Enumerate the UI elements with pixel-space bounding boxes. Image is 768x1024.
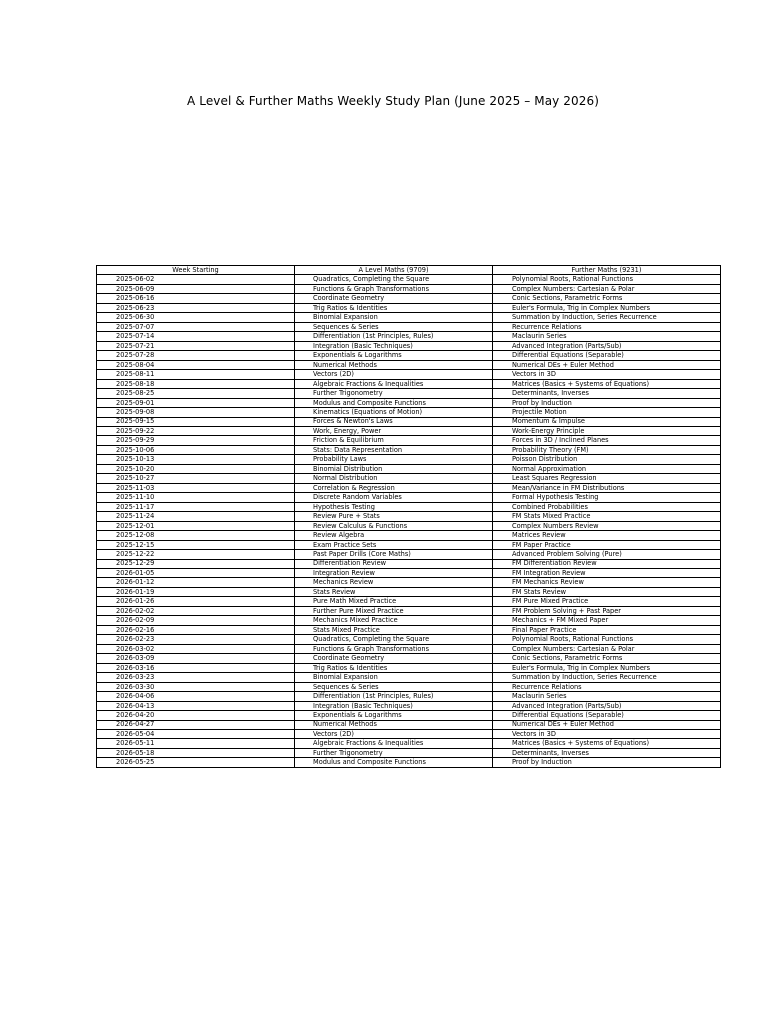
a-level-topic-cell: Sequences & Series [295,322,493,331]
further-maths-topic-cell: Recurrence Relations [493,322,721,331]
table-row [97,540,721,549]
table-row [97,739,721,748]
study-plan-table [96,265,721,768]
a-level-topic-cell: Integration Review [295,569,493,578]
table-row [97,673,721,682]
table-row [97,587,721,596]
a-level-topic-cell: Stats: Data Representation [295,445,493,454]
further-maths-topic-cell: FM Stats Review [493,587,721,596]
week-starting-cell: 2025-10-27 [97,474,295,483]
a-level-topic-cell: Vectors (2D) [295,370,493,379]
table-row [97,663,721,672]
further-maths-topic-cell: Probability Theory (FM) [493,445,721,454]
table-row [97,360,721,369]
week-starting-cell: 2026-02-02 [97,606,295,615]
further-maths-topic-cell: Matrices Review [493,531,721,540]
a-level-topic-cell: Trig Ratios & Identities [295,303,493,312]
further-maths-topic-cell: FM Mechanics Review [493,578,721,587]
a-level-topic-cell: Discrete Random Variables [295,493,493,502]
a-level-topic-cell: Correlation & Regression [295,483,493,492]
a-level-topic-cell: Sequences & Series [295,682,493,691]
week-starting-cell: 2025-09-15 [97,417,295,426]
further-maths-topic-cell: Matrices (Basics + Systems of Equations) [493,379,721,388]
further-maths-topic-cell: Formal Hypothesis Testing [493,493,721,502]
column-header-week-starting: Week Starting [97,266,295,275]
week-starting-cell: 2025-12-22 [97,550,295,559]
table-row [97,332,721,341]
week-starting-cell: 2025-10-20 [97,464,295,473]
table-row [97,521,721,530]
table-row [97,720,721,729]
week-starting-cell: 2025-06-09 [97,284,295,293]
week-starting-cell: 2026-01-05 [97,569,295,578]
table-row [97,729,721,738]
week-starting-cell: 2025-07-28 [97,351,295,360]
a-level-topic-cell: Pure Math Mixed Practice [295,597,493,606]
table-row [97,531,721,540]
further-maths-topic-cell: Momentum & Impulse [493,417,721,426]
week-starting-cell: 2026-03-16 [97,663,295,672]
further-maths-topic-cell: Maclaurin Series [493,332,721,341]
week-starting-cell: 2025-06-23 [97,303,295,312]
a-level-topic-cell: Review Pure + Stats [295,512,493,521]
a-level-topic-cell: Review Calculus & Functions [295,521,493,530]
a-level-topic-cell: Algebraic Fractions & Inequalities [295,739,493,748]
a-level-topic-cell: Numerical Methods [295,720,493,729]
week-starting-cell: 2026-02-23 [97,635,295,644]
a-level-topic-cell: Stats Review [295,587,493,596]
a-level-topic-cell: Further Pure Mixed Practice [295,606,493,615]
table-row [97,370,721,379]
further-maths-topic-cell: Vectors in 3D [493,729,721,738]
table-row [97,445,721,454]
further-maths-topic-cell: Polynomial Roots, Rational Functions [493,275,721,284]
a-level-topic-cell: Further Trigonometry [295,748,493,757]
table-row [97,578,721,587]
further-maths-topic-cell: FM Problem Solving + Past Paper [493,606,721,615]
a-level-topic-cell: Algebraic Fractions & Inequalities [295,379,493,388]
table-row [97,322,721,331]
page-title: A Level & Further Maths Weekly Study Plan (June 2025 – May 2026) [187,94,599,108]
week-starting-cell: 2026-05-18 [97,748,295,757]
table-row [97,379,721,388]
a-level-topic-cell: Functions & Graph Transformations [295,644,493,653]
week-starting-cell: 2025-11-24 [97,512,295,521]
week-starting-cell: 2025-12-29 [97,559,295,568]
a-level-topic-cell: Functions & Graph Transformations [295,284,493,293]
table-row [97,284,721,293]
table-row [97,455,721,464]
table-row [97,303,721,312]
table-row [97,682,721,691]
further-maths-topic-cell: Recurrence Relations [493,682,721,691]
table-row [97,597,721,606]
further-maths-topic-cell: FM Pure Mixed Practice [493,597,721,606]
a-level-topic-cell: Differentiation Review [295,559,493,568]
further-maths-topic-cell: Conic Sections, Parametric Forms [493,654,721,663]
week-starting-cell: 2026-05-25 [97,758,295,767]
further-maths-topic-cell: Proof by Induction [493,398,721,407]
week-starting-cell: 2026-03-23 [97,673,295,682]
further-maths-topic-cell: Work-Energy Principle [493,426,721,435]
a-level-topic-cell: Coordinate Geometry [295,654,493,663]
further-maths-topic-cell: Combined Probabilities [493,502,721,511]
week-starting-cell: 2026-05-04 [97,729,295,738]
a-level-topic-cell: Forces & Newton's Laws [295,417,493,426]
table-row [97,758,721,767]
a-level-topic-cell: Mechanics Mixed Practice [295,616,493,625]
week-starting-cell: 2025-12-15 [97,540,295,549]
table-row [97,389,721,398]
a-level-topic-cell: Exponentials & Logarithms [295,351,493,360]
further-maths-topic-cell: Complex Numbers Review [493,521,721,530]
week-starting-cell: 2026-02-16 [97,625,295,634]
further-maths-topic-cell: Projectile Motion [493,408,721,417]
week-starting-cell: 2025-07-14 [97,332,295,341]
further-maths-topic-cell: FM Integration Review [493,569,721,578]
a-level-topic-cell: Exponentials & Logarithms [295,711,493,720]
further-maths-topic-cell: Summation by Induction, Series Recurrence [493,673,721,682]
table-row [97,550,721,559]
table-row [97,569,721,578]
table-row [97,426,721,435]
week-starting-cell: 2025-12-01 [97,521,295,530]
table-row [97,275,721,284]
week-starting-cell: 2025-12-08 [97,531,295,540]
further-maths-topic-cell: Mean/Variance in FM Distributions [493,483,721,492]
table-row [97,635,721,644]
a-level-topic-cell: Binomial Expansion [295,673,493,682]
week-starting-cell: 2025-09-22 [97,426,295,435]
further-maths-topic-cell: Differential Equations (Separable) [493,351,721,360]
week-starting-cell: 2026-01-12 [97,578,295,587]
a-level-topic-cell: Friction & Equilibrium [295,436,493,445]
a-level-topic-cell: Differentiation (1st Principles, Rules) [295,332,493,341]
a-level-topic-cell: Numerical Methods [295,360,493,369]
table-body [97,275,721,767]
week-starting-cell: 2025-09-01 [97,398,295,407]
table-row [97,408,721,417]
week-starting-cell: 2026-04-27 [97,720,295,729]
column-header-further-maths: Further Maths (9231) [493,266,721,275]
week-starting-cell: 2026-01-26 [97,597,295,606]
a-level-topic-cell: Quadratics, Completing the Square [295,275,493,284]
further-maths-topic-cell: Mechanics + FM Mixed Paper [493,616,721,625]
week-starting-cell: 2026-03-30 [97,682,295,691]
further-maths-topic-cell: Conic Sections, Parametric Forms [493,294,721,303]
a-level-topic-cell: Quadratics, Completing the Square [295,635,493,644]
a-level-topic-cell: Modulus and Composite Functions [295,758,493,767]
further-maths-topic-cell: FM Stats Mixed Practice [493,512,721,521]
further-maths-topic-cell: Vectors in 3D [493,370,721,379]
a-level-topic-cell: Integration (Basic Techniques) [295,341,493,350]
further-maths-topic-cell: Advanced Integration (Parts/Sub) [493,701,721,710]
table-row [97,351,721,360]
further-maths-topic-cell: Matrices (Basics + Systems of Equations) [493,739,721,748]
table-row [97,464,721,473]
further-maths-topic-cell: Advanced Problem Solving (Pure) [493,550,721,559]
a-level-topic-cell: Binomial Expansion [295,313,493,322]
table-row [97,654,721,663]
a-level-topic-cell: Integration (Basic Techniques) [295,701,493,710]
week-starting-cell: 2026-03-02 [97,644,295,653]
further-maths-topic-cell: Euler's Formula, Trig in Complex Numbers [493,663,721,672]
table-row [97,398,721,407]
table-row [97,313,721,322]
a-level-topic-cell: Exam Practice Sets [295,540,493,549]
a-level-topic-cell: Past Paper Drills (Core Maths) [295,550,493,559]
column-header-a-level-maths: A Level Maths (9709) [295,266,493,275]
week-starting-cell: 2026-05-11 [97,739,295,748]
further-maths-topic-cell: Maclaurin Series [493,692,721,701]
week-starting-cell: 2025-11-10 [97,493,295,502]
table-row [97,559,721,568]
a-level-topic-cell: Probability Laws [295,455,493,464]
week-starting-cell: 2026-02-09 [97,616,295,625]
table-row [97,436,721,445]
table-row [97,341,721,350]
further-maths-topic-cell: Complex Numbers: Cartesian & Polar [493,284,721,293]
a-level-topic-cell: Vectors (2D) [295,729,493,738]
further-maths-topic-cell: FM Differentiation Review [493,559,721,568]
further-maths-topic-cell: Advanced Integration (Parts/Sub) [493,341,721,350]
week-starting-cell: 2026-01-19 [97,587,295,596]
further-maths-topic-cell: Determinants, Inverses [493,748,721,757]
week-starting-cell: 2025-07-21 [97,341,295,350]
week-starting-cell: 2026-04-13 [97,701,295,710]
a-level-topic-cell: Further Trigonometry [295,389,493,398]
table-row [97,606,721,615]
a-level-topic-cell: Modulus and Composite Functions [295,398,493,407]
a-level-topic-cell: Binomial Distribution [295,464,493,473]
week-starting-cell: 2025-09-08 [97,408,295,417]
further-maths-topic-cell: Complex Numbers: Cartesian & Polar [493,644,721,653]
further-maths-topic-cell: Determinants, Inverses [493,389,721,398]
week-starting-cell: 2025-08-04 [97,360,295,369]
table-header-row [97,266,721,275]
further-maths-topic-cell: Forces in 3D / Inclined Planes [493,436,721,445]
week-starting-cell: 2025-06-30 [97,313,295,322]
a-level-topic-cell: Kinematics (Equations of Motion) [295,408,493,417]
week-starting-cell: 2026-04-20 [97,711,295,720]
table-row [97,692,721,701]
a-level-topic-cell: Differentiation (1st Principles, Rules) [295,692,493,701]
table-row [97,483,721,492]
table-row [97,474,721,483]
a-level-topic-cell: Hypothesis Testing [295,502,493,511]
further-maths-topic-cell: Poisson Distribution [493,455,721,464]
week-starting-cell: 2025-08-18 [97,379,295,388]
table-row [97,625,721,634]
week-starting-cell: 2025-11-17 [97,502,295,511]
further-maths-topic-cell: FM Paper Practice [493,540,721,549]
further-maths-topic-cell: Polynomial Roots, Rational Functions [493,635,721,644]
table-row [97,512,721,521]
week-starting-cell: 2025-10-13 [97,455,295,464]
a-level-topic-cell: Trig Ratios & Identities [295,663,493,672]
further-maths-topic-cell: Summation by Induction, Series Recurrence [493,313,721,322]
table-row [97,417,721,426]
table-row [97,493,721,502]
further-maths-topic-cell: Normal Approximation [493,464,721,473]
week-starting-cell: 2025-08-11 [97,370,295,379]
week-starting-cell: 2025-10-06 [97,445,295,454]
week-starting-cell: 2025-11-03 [97,483,295,492]
table-row [97,294,721,303]
further-maths-topic-cell: Numerical DEs + Euler Method [493,720,721,729]
a-level-topic-cell: Mechanics Review [295,578,493,587]
week-starting-cell: 2026-04-06 [97,692,295,701]
week-starting-cell: 2025-06-02 [97,275,295,284]
further-maths-topic-cell: Final Paper Practice [493,625,721,634]
week-starting-cell: 2025-07-07 [97,322,295,331]
table-row [97,616,721,625]
table-row [97,711,721,720]
a-level-topic-cell: Normal Distribution [295,474,493,483]
further-maths-topic-cell: Least Squares Regression [493,474,721,483]
further-maths-topic-cell: Euler's Formula, Trig in Complex Numbers [493,303,721,312]
table-row [97,502,721,511]
further-maths-topic-cell: Numerical DEs + Euler Method [493,360,721,369]
week-starting-cell: 2025-08-25 [97,389,295,398]
week-starting-cell: 2026-03-09 [97,654,295,663]
week-starting-cell: 2025-06-16 [97,294,295,303]
further-maths-topic-cell: Differential Equations (Separable) [493,711,721,720]
a-level-topic-cell: Review Algebra [295,531,493,540]
a-level-topic-cell: Work, Energy, Power [295,426,493,435]
table-row [97,644,721,653]
further-maths-topic-cell: Proof by Induction [493,758,721,767]
table-row [97,748,721,757]
a-level-topic-cell: Stats Mixed Practice [295,625,493,634]
a-level-topic-cell: Coordinate Geometry [295,294,493,303]
week-starting-cell: 2025-09-29 [97,436,295,445]
table-row [97,701,721,710]
